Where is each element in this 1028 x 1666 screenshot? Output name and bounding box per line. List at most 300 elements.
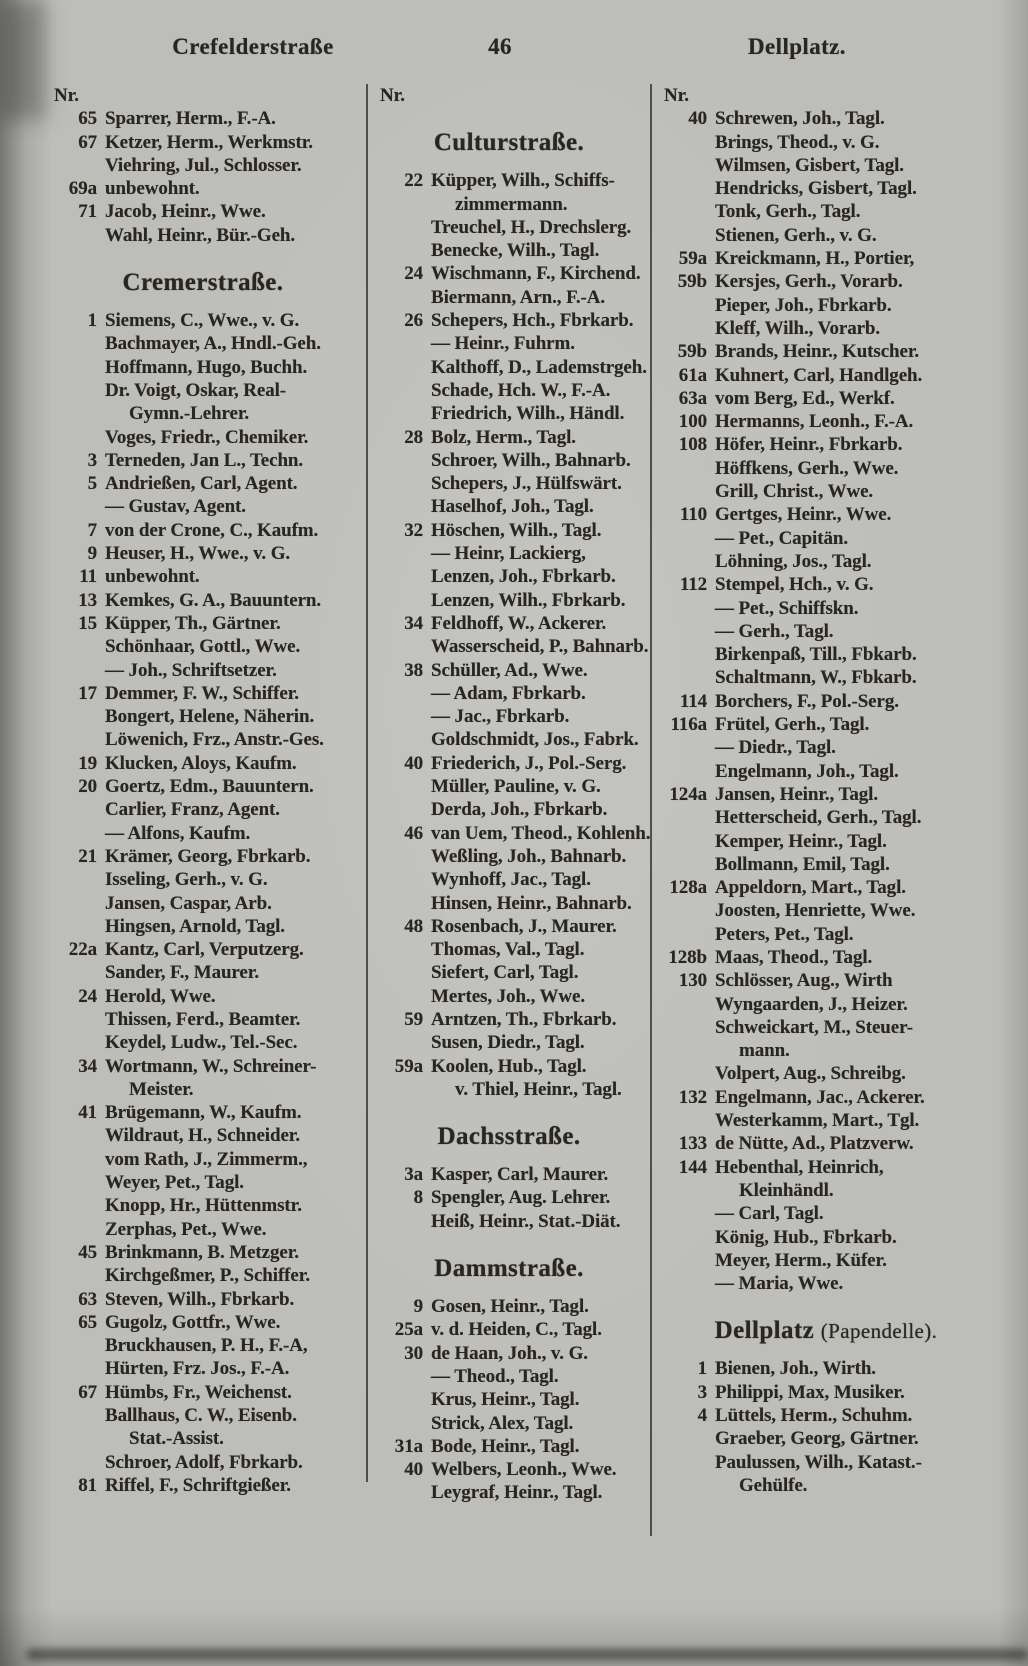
entry-text: Goldschmidt, Jos., Fabrk. [431, 729, 639, 751]
entry-text: Hümbs, Fr., Weichenst. [105, 1381, 292, 1403]
entry-text: Schroer, Wilh., Bahnarb. [431, 449, 631, 471]
entry-row [376, 1412, 642, 1435]
entry-text: Frütel, Gerh., Tagl. [715, 714, 870, 736]
house-number: 21 [78, 845, 97, 867]
entry-text: Carlier, Franz, Agent. [105, 799, 280, 821]
entry-row [660, 270, 992, 293]
street-heading [660, 1317, 992, 1345]
entry-text: Koolen, Hub., Tagl. [431, 1055, 587, 1077]
entry-row [50, 1334, 356, 1357]
entry-text: Kleinhändl. [739, 1179, 834, 1201]
entry-row [660, 666, 992, 689]
street-heading [376, 1123, 642, 1151]
entry-row [376, 519, 642, 542]
house-number [660, 224, 715, 247]
entry-text: Meyer, Herm., Küfer. [715, 1249, 887, 1271]
entry-row [376, 565, 642, 588]
entry-text: Hinsen, Heinr., Bahnarb. [431, 892, 632, 914]
house-number: 22 [404, 170, 423, 192]
house-number [376, 356, 431, 379]
entry-text: Schaltmann, W., Fbkarb. [715, 667, 917, 689]
house-number: 22a [68, 939, 97, 961]
directory-column-3 [660, 84, 992, 1497]
entry-text: unbewohnt. [105, 566, 200, 588]
entry-row [50, 1404, 356, 1427]
entry-text: Schönhaar, Gottl., Wwe. [105, 636, 301, 658]
entry-text: Höfer, Heinr., Fbrkarb. [715, 434, 903, 456]
house-number [50, 1264, 105, 1287]
entry-row [660, 620, 992, 643]
entry-row [376, 589, 642, 612]
entry-row [50, 332, 356, 355]
entry-row [660, 1156, 992, 1179]
entry-row [50, 1218, 356, 1241]
house-number: 45 [78, 1241, 97, 1263]
house-number [660, 1451, 715, 1474]
page-number: 46 [488, 34, 512, 59]
entry-text: Krämer, Georg, Fbrkarb. [105, 845, 311, 867]
entry-text: Kuhnert, Carl, Handlgeh. [715, 364, 923, 386]
house-number [376, 449, 431, 472]
entry-row [50, 1055, 356, 1078]
entry-text: Paulussen, Wilh., Katast.- [715, 1451, 922, 1473]
house-number [50, 1078, 105, 1101]
house-number [660, 527, 715, 550]
entry-text: Biermann, Arn., F.-A. [431, 286, 606, 308]
house-number: 25a [394, 1319, 423, 1341]
entry-row [50, 309, 356, 332]
entry-row [50, 822, 356, 845]
entry-text: Wilmsen, Gisbert, Tagl. [715, 154, 904, 176]
house-number [660, 154, 715, 177]
house-number [376, 961, 431, 984]
entry-text: — Heinr, Lackierg, [431, 543, 586, 565]
entry-row [660, 1427, 992, 1450]
house-number: 9 [87, 543, 97, 565]
house-number [376, 682, 431, 705]
house-number [660, 760, 715, 783]
entry-text: von der Crone, C., Kaufm. [105, 519, 319, 541]
entry-row [660, 1039, 992, 1062]
house-number [50, 868, 105, 891]
entry-row [50, 1241, 356, 1264]
entry-text: Kalthoff, D., Lademstrgeh. [431, 356, 647, 378]
entry-text: Strick, Alex, Tagl. [431, 1412, 574, 1434]
entry-text: de Nütte, Ad., Platzverw. [715, 1133, 914, 1155]
entry-text: Viehring, Jul., Schlosser. [105, 154, 302, 176]
house-number [660, 1062, 715, 1085]
entry-text: Gugolz, Gottfr., Wwe. [105, 1311, 281, 1333]
house-number: 112 [679, 574, 707, 596]
house-number: 63a [678, 387, 707, 409]
entry-row [50, 107, 356, 130]
entry-row [50, 1381, 356, 1404]
entry-text: Schrewen, Joh., Tagl. [715, 108, 885, 130]
entry-row [50, 612, 356, 635]
entry-text: Jacob, Heinr., Wwe. [105, 201, 266, 223]
entry-row [376, 612, 642, 635]
entry-text: Herold, Wwe. [105, 985, 216, 1007]
house-number [376, 565, 431, 588]
entry-text: Riffel, F., Schriftgießer. [105, 1474, 291, 1496]
entry-text: Schüller, Ad., Wwe. [431, 659, 588, 681]
entry-text: König, Hub., Fbrkarb. [715, 1226, 897, 1248]
house-number: 31a [394, 1435, 423, 1457]
house-number: 40 [404, 1459, 423, 1481]
house-number [660, 457, 715, 480]
entry-row [660, 1357, 992, 1380]
entry-text: Höschen, Wilh., Tagl. [431, 519, 602, 541]
entry-text: Birkenpaß, Till., Fbkarb. [715, 644, 917, 666]
house-number [660, 1202, 715, 1225]
entry-text: Wortmann, W., Schreiner- [105, 1055, 317, 1077]
entry-text: Bollmann, Emil, Tagl. [715, 853, 890, 875]
entry-text: Brands, Heinr., Kutscher. [715, 341, 920, 363]
entry-row [376, 1388, 642, 1411]
entry-row [660, 1474, 992, 1497]
house-number: 114 [679, 690, 707, 712]
entry-text: — Adam, Fbrkarb. [431, 682, 586, 704]
entry-text: Schade, Hch. W., F.-A. [431, 379, 611, 401]
house-number [50, 822, 105, 845]
entry-text: Heiß, Heinr., Stat.-Diät. [431, 1210, 621, 1232]
entry-text: Wischmann, F., Kirchend. [431, 263, 641, 285]
house-number: 38 [404, 659, 423, 681]
house-number [50, 426, 105, 449]
entry-row [660, 876, 992, 899]
house-number: 7 [87, 519, 97, 541]
entry-row [660, 1062, 992, 1085]
entry-row [376, 309, 642, 332]
entry-text: Gertges, Heinr., Wwe. [715, 504, 892, 526]
house-number: 28 [404, 426, 423, 448]
street-heading [376, 129, 642, 157]
entry-row [660, 177, 992, 200]
entry-row [660, 1202, 992, 1225]
entry-text: Maas, Theod., Tagl. [715, 946, 873, 968]
entry-row [660, 830, 992, 853]
house-number: 8 [413, 1187, 423, 1209]
entry-text: mann. [739, 1040, 790, 1062]
house-number [660, 1427, 715, 1450]
entry-text: Wildraut, H., Schneider. [105, 1125, 301, 1147]
directory-column-2 [376, 84, 651, 1505]
entry-row [376, 1318, 642, 1341]
entry-text: Friedrich, Wilh., Händl. [431, 403, 625, 425]
entry-row [50, 1124, 356, 1147]
entry-row [660, 1404, 992, 1427]
entry-row [50, 635, 356, 658]
entry-text: Hebenthal, Heinrich, [715, 1156, 884, 1178]
entry-text: v. Thiel, Heinr., Tagl. [455, 1078, 622, 1100]
house-number [376, 216, 431, 239]
entry-text: Treuchel, H., Drechslerg. [431, 216, 632, 238]
entry-text: Brügemann, W., Kaufm. [105, 1102, 302, 1124]
house-number: 59a [678, 248, 707, 270]
entry-text: — Heinr., Fuhrm. [431, 333, 575, 355]
entry-text: Kirchgeßmer, P., Schiffer. [105, 1265, 310, 1287]
entry-text: Lüttels, Herm., Schuhm. [715, 1405, 913, 1427]
entry-text: Gymn.-Lehrer. [129, 403, 250, 425]
entry-text: Volpert, Aug., Schreibg. [715, 1063, 906, 1085]
house-number: 59b [677, 341, 707, 363]
entry-text: — Pet., Capitän. [715, 527, 848, 549]
entry-text: Hetterscheid, Gerh., Tagl. [715, 807, 922, 829]
entry-text: Goertz, Edm., Bauuntern. [105, 776, 314, 798]
entry-text: vom Berg, Ed., Werkf. [715, 387, 895, 409]
entry-row [376, 682, 642, 705]
entry-text: Kemkes, G. A., Bauuntern. [105, 589, 322, 611]
entry-text: Zerphas, Pet., Wwe. [105, 1218, 267, 1240]
entry-row [376, 239, 642, 262]
entry-row [660, 387, 992, 410]
entry-row [376, 845, 642, 868]
entry-row [660, 224, 992, 247]
house-number: 61a [678, 364, 707, 386]
house-number: 110 [679, 504, 707, 526]
entry-text: Jansen, Caspar, Arb. [105, 892, 272, 914]
directory-column-1 [50, 84, 356, 1497]
entry-row [376, 822, 651, 845]
house-number [660, 853, 715, 876]
entry-text: Lenzen, Wilh., Fbrkarb. [431, 589, 626, 611]
column-divider-2 [650, 84, 652, 1536]
entry-row [50, 1078, 356, 1101]
house-number [376, 845, 431, 868]
house-number [376, 775, 431, 798]
house-number [376, 332, 431, 355]
house-number: 133 [678, 1133, 707, 1155]
entry-row [50, 154, 356, 177]
house-number [376, 728, 431, 751]
entry-row [50, 542, 356, 565]
entry-text: Pieper, Joh., Fbrkarb. [715, 294, 892, 316]
entry-text: Schweickart, M., Steuer- [715, 1016, 913, 1038]
entry-row [376, 379, 642, 402]
house-number: 59 [404, 1008, 423, 1030]
entry-text: Kersjes, Gerh., Vorarb. [715, 271, 903, 293]
house-number: 100 [678, 411, 707, 433]
entry-row [660, 993, 992, 1016]
entry-text: Grill, Christ., Wwe. [715, 481, 874, 503]
entry-row [50, 659, 356, 682]
house-number [50, 1171, 105, 1194]
entry-row [376, 915, 642, 938]
entry-row [376, 495, 642, 518]
house-number: 5 [87, 473, 97, 495]
house-number [660, 1039, 715, 1062]
house-number [376, 589, 431, 612]
entry-row [376, 216, 642, 239]
house-number [50, 332, 105, 355]
entry-row [50, 938, 356, 961]
entry-row [660, 643, 992, 666]
house-number: 20 [78, 776, 97, 798]
entry-text: — Joh., Schriftsetzer. [105, 659, 277, 681]
house-number: 48 [404, 915, 423, 937]
entry-row [660, 457, 992, 480]
entry-text: — Jac., Fbrkarb. [431, 706, 570, 728]
entry-text: Wasserscheid, P., Bahnarb. [431, 636, 649, 658]
house-number: 11 [79, 566, 97, 588]
entry-row [50, 449, 356, 472]
entry-row [376, 356, 647, 379]
entry-text: Löwenich, Frz., Anstr.-Ges. [105, 729, 324, 751]
house-number: 128b [668, 946, 707, 968]
house-number [660, 1109, 715, 1132]
entry-row [660, 806, 992, 829]
entry-row [50, 1008, 356, 1031]
entry-row [50, 1451, 356, 1474]
entry-text: Engelmann, Joh., Tagl. [715, 760, 899, 782]
entry-text: Gehülfe. [739, 1474, 808, 1496]
house-number: 30 [404, 1342, 423, 1364]
entry-row [50, 356, 356, 379]
entry-text: de Haan, Joh., v. G. [431, 1342, 588, 1364]
entry-row [660, 294, 992, 317]
header-left-street: Crefelderstraße [172, 34, 334, 59]
house-number [376, 985, 431, 1008]
street-heading-text: Dammstraße. [434, 1255, 584, 1283]
street-heading [50, 269, 356, 297]
entry-row [376, 332, 642, 355]
entry-text: — Gerh., Tagl. [715, 620, 834, 642]
entry-text: Hingsen, Arnold, Tagl. [105, 915, 285, 937]
house-number: 34 [78, 1055, 97, 1077]
house-number: 24 [78, 985, 97, 1007]
entry-text: Schepers, Hch., Fbrkarb. [431, 310, 634, 332]
entry-text: — Alfons, Kaufm. [105, 822, 251, 844]
house-number [376, 1412, 431, 1435]
entry-row [50, 131, 356, 154]
house-number [660, 131, 715, 154]
entry-row [376, 635, 649, 658]
entry-text: Hermanns, Leonh., F.-A. [715, 411, 914, 433]
entry-text: Höffkens, Gerh., Wwe. [715, 457, 899, 479]
house-number [376, 286, 431, 309]
entry-text: Stempel, Hch., v. G. [715, 574, 874, 596]
entry-text: Lenzen, Joh., Fbrkarb. [431, 566, 616, 588]
entry-text: Schroer, Adolf, Fbrkarb. [105, 1451, 303, 1473]
entry-text: Kemper, Heinr., Tagl. [715, 830, 887, 852]
house-number: 41 [78, 1102, 97, 1124]
entry-text: Weßling, Joh., Bahnarb. [431, 845, 627, 867]
house-number [660, 317, 715, 340]
house-number [660, 480, 715, 503]
entry-row [50, 379, 356, 402]
entry-text: Wyngaarden, J., Heizer. [715, 993, 908, 1015]
entry-text: Appeldorn, Mart., Tagl. [715, 877, 906, 899]
entry-row [50, 868, 356, 891]
house-number [660, 1272, 715, 1295]
entry-row [376, 659, 642, 682]
entry-text: Joosten, Henriette, Wwe. [715, 900, 916, 922]
entry-row [376, 1365, 642, 1388]
entry-row [660, 1451, 992, 1474]
entry-row [660, 1272, 992, 1295]
entry-text: Engelmann, Jac., Ackerer. [715, 1086, 925, 1108]
entry-row [50, 565, 356, 588]
house-number [376, 379, 431, 402]
entry-text: Spengler, Aug. Lehrer. [431, 1187, 611, 1209]
entry-row [376, 286, 642, 309]
entry-row [50, 1288, 356, 1311]
entry-row [376, 449, 642, 472]
house-number [376, 193, 431, 216]
entry-row [660, 480, 992, 503]
entry-row [50, 426, 356, 449]
entry-text: Dr. Voigt, Oskar, Real- [105, 379, 287, 401]
house-number: 34 [404, 612, 423, 634]
entry-text: Rosenbach, J., Maurer. [431, 915, 617, 937]
house-number: 59b [677, 271, 707, 293]
street-heading [376, 1255, 642, 1283]
entry-text: Friederich, J., Pol.-Serg. [431, 752, 627, 774]
entry-row [50, 752, 356, 775]
entry-text: Schepers, J., Hülfswärt. [431, 473, 622, 495]
entry-text: Graeber, Georg, Gärtner. [715, 1428, 919, 1450]
entry-row [376, 985, 642, 1008]
entry-text: Küpper, Wilh., Schiffs- [431, 170, 615, 192]
entry-row [376, 1342, 642, 1365]
house-number: 67 [78, 131, 97, 153]
entry-text: Kreickmann, H., Portier, [715, 248, 915, 270]
entry-text: — Pet., Schiffskn. [715, 597, 859, 619]
entry-row [660, 200, 992, 223]
nr-column-label: Nr. [54, 85, 79, 106]
house-number: 3 [87, 449, 97, 471]
house-number: 15 [78, 612, 97, 634]
house-number: 124a [669, 783, 707, 805]
entry-row [660, 1016, 992, 1039]
house-number [376, 1388, 431, 1411]
entry-row [376, 868, 642, 891]
house-number [660, 620, 715, 643]
entry-text: Derda, Joh., Fbrkarb. [431, 799, 608, 821]
house-number [50, 892, 105, 915]
entry-text: Siemens, C., Wwe., v. G. [105, 310, 300, 332]
entry-row [376, 1031, 642, 1054]
house-number [50, 1194, 105, 1217]
house-number [50, 495, 105, 518]
house-number [50, 728, 105, 751]
house-number [50, 1451, 105, 1474]
street-heading-subtext: (Papendelle). [820, 1319, 938, 1344]
house-number: 67 [78, 1381, 97, 1403]
house-number [50, 356, 105, 379]
entry-text: Meister. [129, 1078, 194, 1100]
entry-text: van Uem, Theod., Kohlenh. [431, 822, 651, 844]
house-number [660, 597, 715, 620]
entry-row [660, 1226, 992, 1249]
entry-text: — Carl, Tagl. [715, 1203, 824, 1225]
entry-row [660, 247, 992, 270]
entry-row [50, 1194, 356, 1217]
house-number: 81 [78, 1474, 97, 1496]
entry-text: Mertes, Joh., Wwe. [431, 985, 586, 1007]
house-number: 40 [688, 108, 707, 130]
entry-text: zimmermann. [455, 193, 568, 215]
entry-row [660, 317, 992, 340]
entry-row [660, 154, 992, 177]
house-number: 1 [697, 1358, 707, 1380]
house-number [376, 495, 431, 518]
entry-text: Müller, Pauline, v. G. [431, 776, 601, 798]
entry-row [660, 1086, 992, 1109]
entry-row [376, 1458, 642, 1481]
house-number [660, 1474, 715, 1497]
entry-row [50, 589, 356, 612]
